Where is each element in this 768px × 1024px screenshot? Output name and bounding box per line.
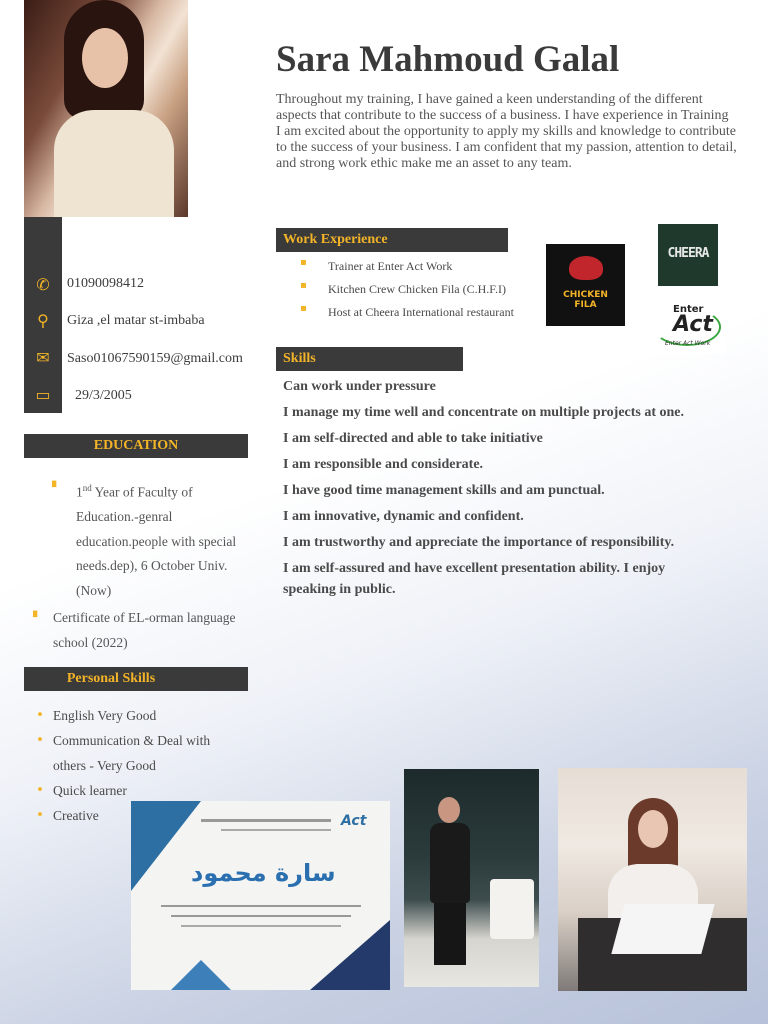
education-header: EDUCATION — [24, 434, 248, 458]
certificate-corner-bottom — [310, 920, 390, 990]
person-face — [638, 810, 668, 848]
skills-header: Skills — [276, 347, 463, 371]
office-photo — [558, 768, 747, 991]
list-item: • English Very Good — [36, 703, 226, 728]
certificate-text-line — [171, 915, 351, 917]
person-body — [430, 823, 470, 903]
location-pin-icon: ⚲ — [37, 311, 49, 330]
education-item-1-suffix: nd — [82, 483, 92, 493]
education-item-2-text: Certificate of EL-orman language school (2022) — [53, 610, 236, 650]
contact-address: Giza ,el matar st-imbaba — [67, 313, 205, 328]
certificate-logo: Act — [341, 813, 367, 829]
work-item-text: Host at Cheera International restaurant — [328, 305, 514, 319]
list-item: I am innovative, dynamic and confident. — [283, 509, 524, 524]
list-item: • Quick learner — [36, 778, 226, 803]
list-item — [306, 279, 514, 302]
summary-paragraph-1: Throughout my training, I have gained a keen understanding of the different aspects that contribute to the success of a business. I have experience in Training — [276, 92, 729, 123]
work-item-text: Trainer at Enter Act Work — [328, 259, 453, 273]
list-item: I am responsible and considerate. — [283, 457, 484, 472]
work-uniform-photo — [404, 769, 539, 987]
skills-list — [283, 376, 713, 605]
contact-email[interactable]: Saso01067590159@gmail.com — [67, 351, 243, 366]
certificate-text-line — [181, 925, 341, 927]
work-experience-list — [306, 256, 514, 325]
list-item: I am self-directed and able to take initiative — [283, 431, 543, 446]
enter-act-logo-small: Enter — [673, 304, 704, 315]
certificate-recipient-name: سارة محمود — [191, 859, 336, 887]
education-item-2 — [33, 606, 248, 655]
certificate-text-line — [221, 829, 331, 831]
chicken-fila-logo-line1: CHICKEN — [563, 290, 608, 300]
personal-skills-header: Personal Skills — [24, 667, 248, 691]
education-item-1 — [52, 476, 252, 603]
calendar-icon: ▭ — [35, 385, 51, 404]
cheera-logo-text: CHEERA — [667, 246, 709, 261]
chicken-fila-logo — [546, 244, 625, 326]
folder — [611, 904, 714, 954]
elephant-icon — [569, 256, 603, 280]
contact-icon-bar — [24, 217, 62, 413]
contact-birthdate: 29/3/2005 — [75, 388, 132, 403]
cheera-logo — [658, 224, 718, 286]
bullet-icon: ▘ — [33, 611, 42, 624]
phone-icon: ✆ — [36, 275, 50, 294]
certificate-text-line — [161, 905, 361, 907]
list-item — [306, 302, 514, 325]
summary — [276, 92, 746, 172]
contact-phone: 01090098412 — [67, 276, 144, 291]
profile-photo — [24, 0, 188, 217]
list-item — [306, 256, 514, 279]
list-item: I have good time management skills and am punctual. — [283, 483, 605, 498]
certificate-text-line — [201, 819, 331, 822]
enter-act-logo-big: Act — [673, 312, 713, 337]
list-item: • Communication & Deal with others - Very Good — [36, 728, 226, 778]
enter-act-logo-tag: Enter Act Work — [665, 340, 711, 347]
list-item: • Creative — [36, 803, 226, 828]
work-experience-header: Work Experience — [276, 228, 508, 252]
chicken-fila-logo-line2: FILA — [574, 300, 597, 310]
list-item: I am trustworthy and appreciate the importance of responsibility. — [283, 535, 675, 550]
list-item: Can work under pressure — [283, 379, 436, 394]
education-item-1-text: Year of Faculty of Education.-genral education.people with special needs.dep), 6 October Univ. (Now) — [76, 484, 237, 598]
list-item: I manage my time well and concentrate on multiple projects at one. — [283, 405, 685, 420]
page-title: Sara Mahmoud Galal — [276, 39, 620, 80]
chair — [490, 879, 534, 939]
summary-paragraph-2: I am excited about the opportunity to apply my skills and knowledge to contribute to the success of your business. I am confident that my passion, attention to detail, and strong work ethic make me an asset to any team. — [276, 124, 737, 171]
list-item: I am self-assured and have excellent presentation ability. I enjoy speaking in public. — [283, 561, 666, 597]
envelope-icon: ✉ — [36, 348, 50, 367]
person-head — [438, 797, 460, 823]
enter-act-logo — [649, 302, 725, 354]
certificate-triangle — [171, 960, 231, 990]
certificate-photo — [131, 801, 390, 990]
work-item-text: Kitchen Crew Chicken Fila (C.H.F.I) — [328, 282, 507, 296]
profile-photo-body — [54, 110, 174, 217]
person-legs — [434, 903, 466, 965]
profile-photo-face — [82, 28, 128, 88]
bullet-icon: ▘ — [52, 481, 61, 494]
education-item-1-number: 1 — [76, 484, 83, 500]
